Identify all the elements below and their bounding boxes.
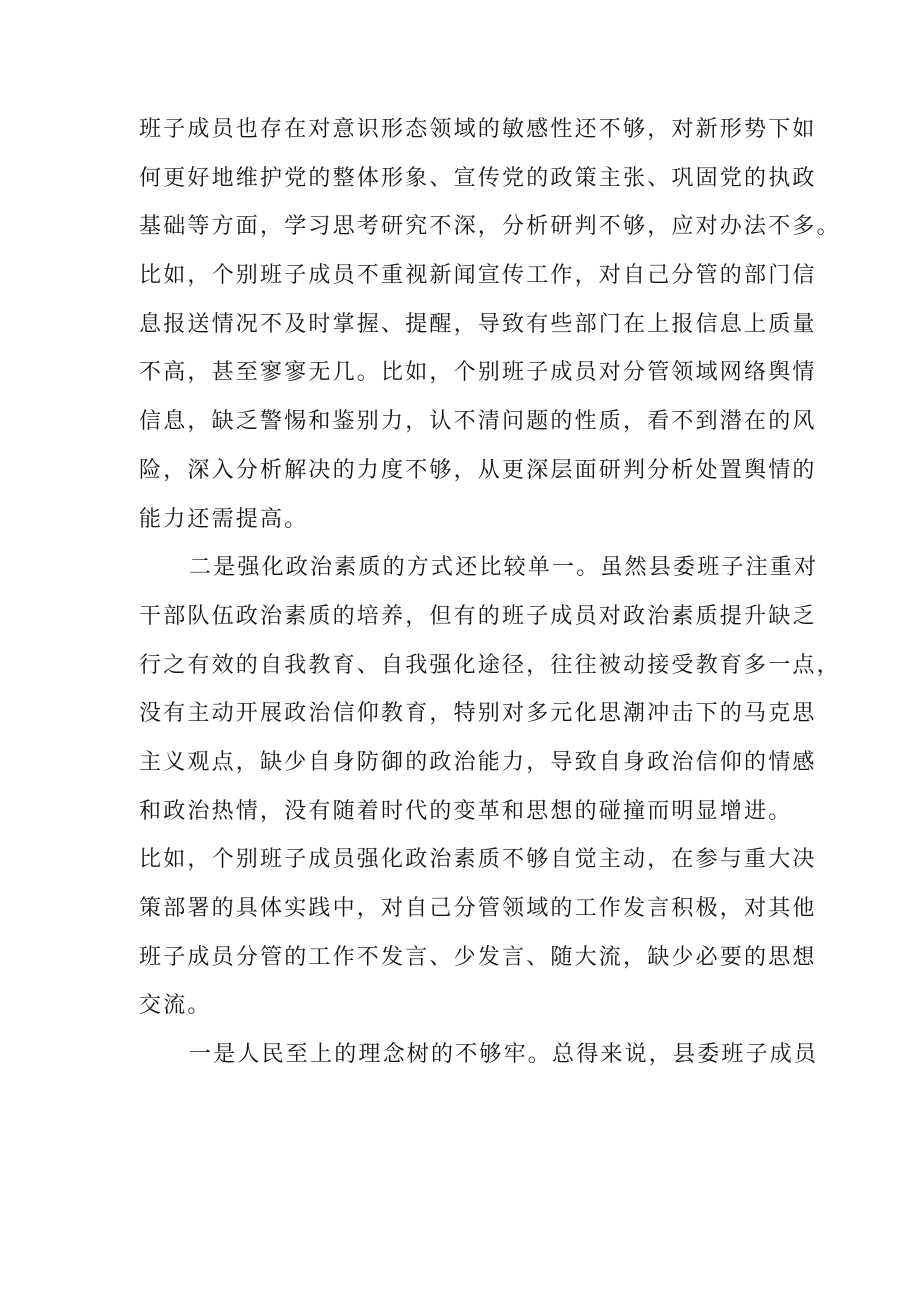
text-line: 信息，缺乏警惕和鉴别力，认不清问题的性质，看不到潜在的风: [139, 409, 817, 435]
text-line: 班子成员分管的工作不发言、少发言、随大流，缺少必要的思想: [139, 944, 817, 970]
text-line: 息报送情况不及时掌握、提醒，导致有些部门在上报信息上质量: [139, 311, 817, 337]
text-line: 策部署的具体实践中，对自己分管领域的工作发言积极，对其他: [139, 896, 817, 921]
text-line: 何更好地维护党的整体形象、宣传党的政策主张、巩固党的执政: [139, 165, 817, 191]
text-line: 主义观点，缺少自身防御的政治能力，导致自身政治信仰的情感: [139, 749, 817, 775]
text-line: 没有主动开展政治信仰教育，特别对多元化思潮冲击下的马克思: [139, 701, 817, 727]
text-line: 比如，个别班子成员不重视新闻宣传工作，对自己分管的部门信: [139, 263, 817, 289]
text-line: 和政治热情，没有随着时代的变革和思想的碰撞而明显增进。: [139, 798, 793, 824]
paragraph-start-line: 二是强化政治素质的方式还比较单一。虽然县委班子注重对: [189, 555, 819, 581]
text-line: 基础等方面，学习思考研究不深，分析研判不够，应对办法不多。: [139, 214, 841, 240]
text-line: 不高，甚至寥寥无几。比如，个别班子成员对分管领域网络舆情: [139, 360, 817, 386]
paragraph-start-line: 一是人民至上的理念树的不够牢。总得来说，县委班子成员: [189, 1042, 819, 1068]
text-line: 比如，个别班子成员强化政治素质不够自觉主动，在参与重大决: [139, 847, 817, 873]
text-line: 交流。: [139, 993, 212, 1019]
text-line: 干部队伍政治素质的培养，但有的班子成员对政治素质提升缺乏: [139, 603, 817, 629]
text-line: 班子成员也存在对意识形态领域的敏感性还不够，对新形势下如: [139, 117, 817, 142]
text-line: 能力还需提高。: [139, 506, 309, 532]
text-line: 行之有效的自我教育、自我强化途径，往往被动接受教育多一点，: [139, 652, 841, 678]
text-line: 险，深入分析解决的力度不够，从更深层面研判分析处置舆情的: [139, 457, 817, 483]
document-body: [139, 106, 841, 1080]
